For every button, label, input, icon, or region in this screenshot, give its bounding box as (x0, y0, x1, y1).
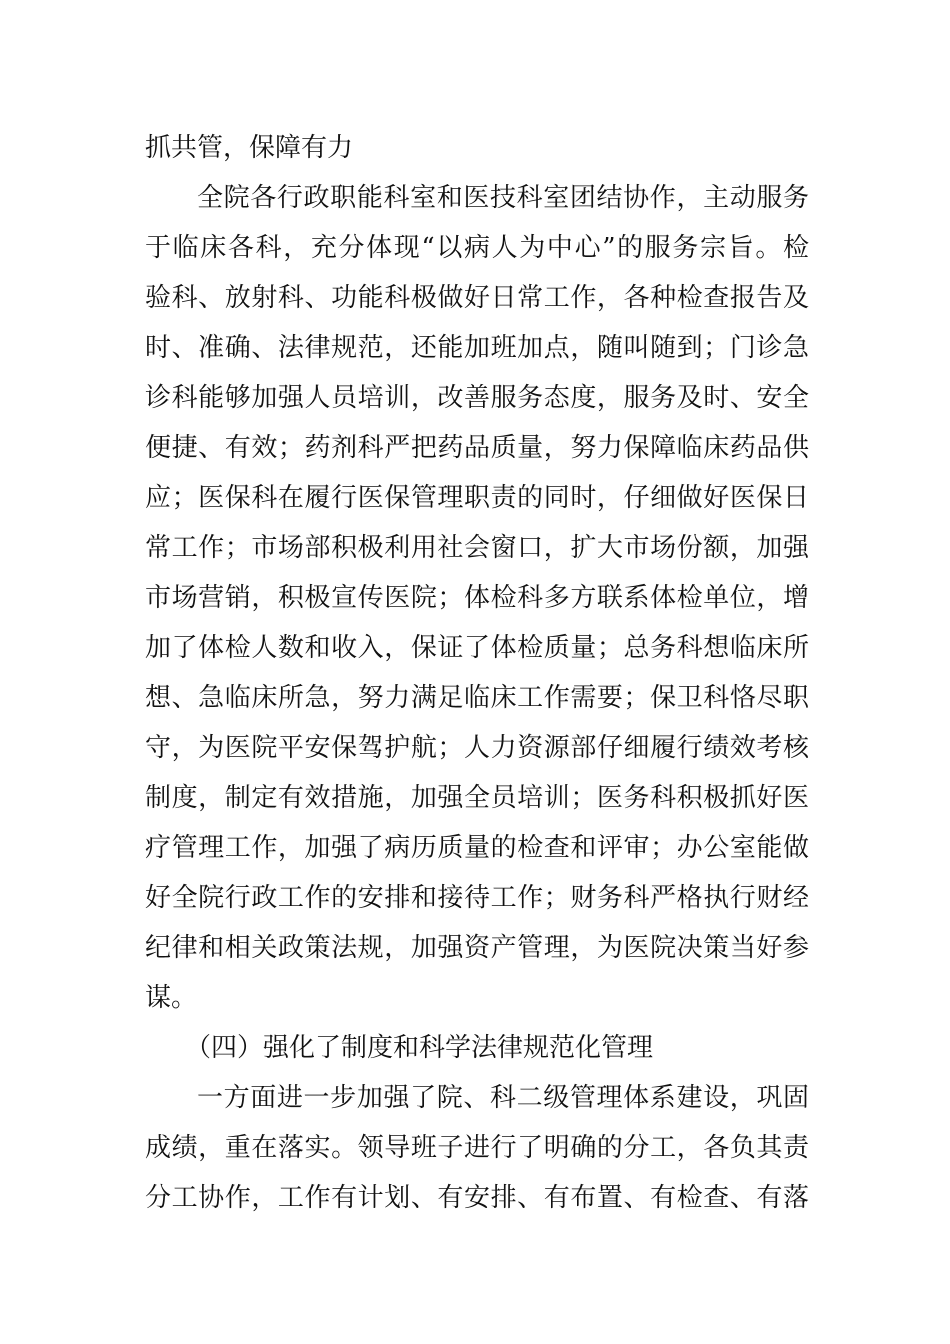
paragraph-line: 守，为医院平安保驾护航；人力资源部仔细履行绩效考核 (145, 733, 809, 763)
paragraph-line: 想、急临床所急，努力满足临床工作需要；保卫科恪尽职 (145, 683, 809, 713)
paragraph-line: 疗管理工作，加强了病历质量的检查和评审；办公室能做 (145, 833, 809, 863)
paragraph-line: 常工作；市场部积极利用社会窗口，扩大市场份额，加强 (145, 533, 809, 563)
paragraph-line: 于临床各科，充分体现“以病人为中心”的服务宗旨。检 (145, 233, 809, 263)
paragraph-line: 好全院行政工作的安排和接待工作；财务科严格执行财经 (145, 883, 809, 913)
paragraph-line: 谋。 (145, 983, 198, 1013)
paragraph-line: 市场营销，积极宣传医院；体检科多方联系体检单位，增 (145, 583, 809, 613)
paragraph-line: 诊科能够加强人员培训，改善服务态度，服务及时、安全 (145, 383, 809, 413)
section-heading: （四）强化了制度和科学法律规范化管理 (185, 1033, 654, 1063)
paragraph-line: 验科、放射科、功能科极做好日常工作，各种检查报告及 (145, 283, 809, 313)
paragraph-line: 分工协作，工作有计划、有安排、有布置、有检查、有落 (145, 1183, 809, 1213)
paragraph-line: 制度，制定有效措施，加强全员培训；医务科积极抓好医 (145, 783, 809, 813)
paragraph-line: 时、准确、法律规范，还能加班加点，随叫随到；门诊急 (145, 333, 809, 363)
paragraph-line: 成绩，重在落实。领导班子进行了明确的分工，各负其责 (145, 1133, 809, 1163)
paragraph-line: 应；医保科在履行医保管理职责的同时，仔细做好医保日 (145, 483, 809, 513)
paragraph-line: 一方面进一步加强了院、科二级管理体系建设，巩固 (197, 1083, 809, 1113)
paragraph-line: 抓共管，保障有力 (145, 133, 354, 163)
paragraph-line: 纪律和相关政策法规，加强资产管理，为医院决策当好参 (145, 933, 809, 963)
paragraph-line: 便捷、有效；药剂科严把药品质量，努力保障临床药品供 (145, 433, 809, 463)
paragraph-line: 加了体检人数和收入，保证了体检质量；总务科想临床所 (145, 633, 809, 663)
paragraph-line: 全院各行政职能科室和医技科室团结协作，主动服务 (197, 183, 809, 213)
